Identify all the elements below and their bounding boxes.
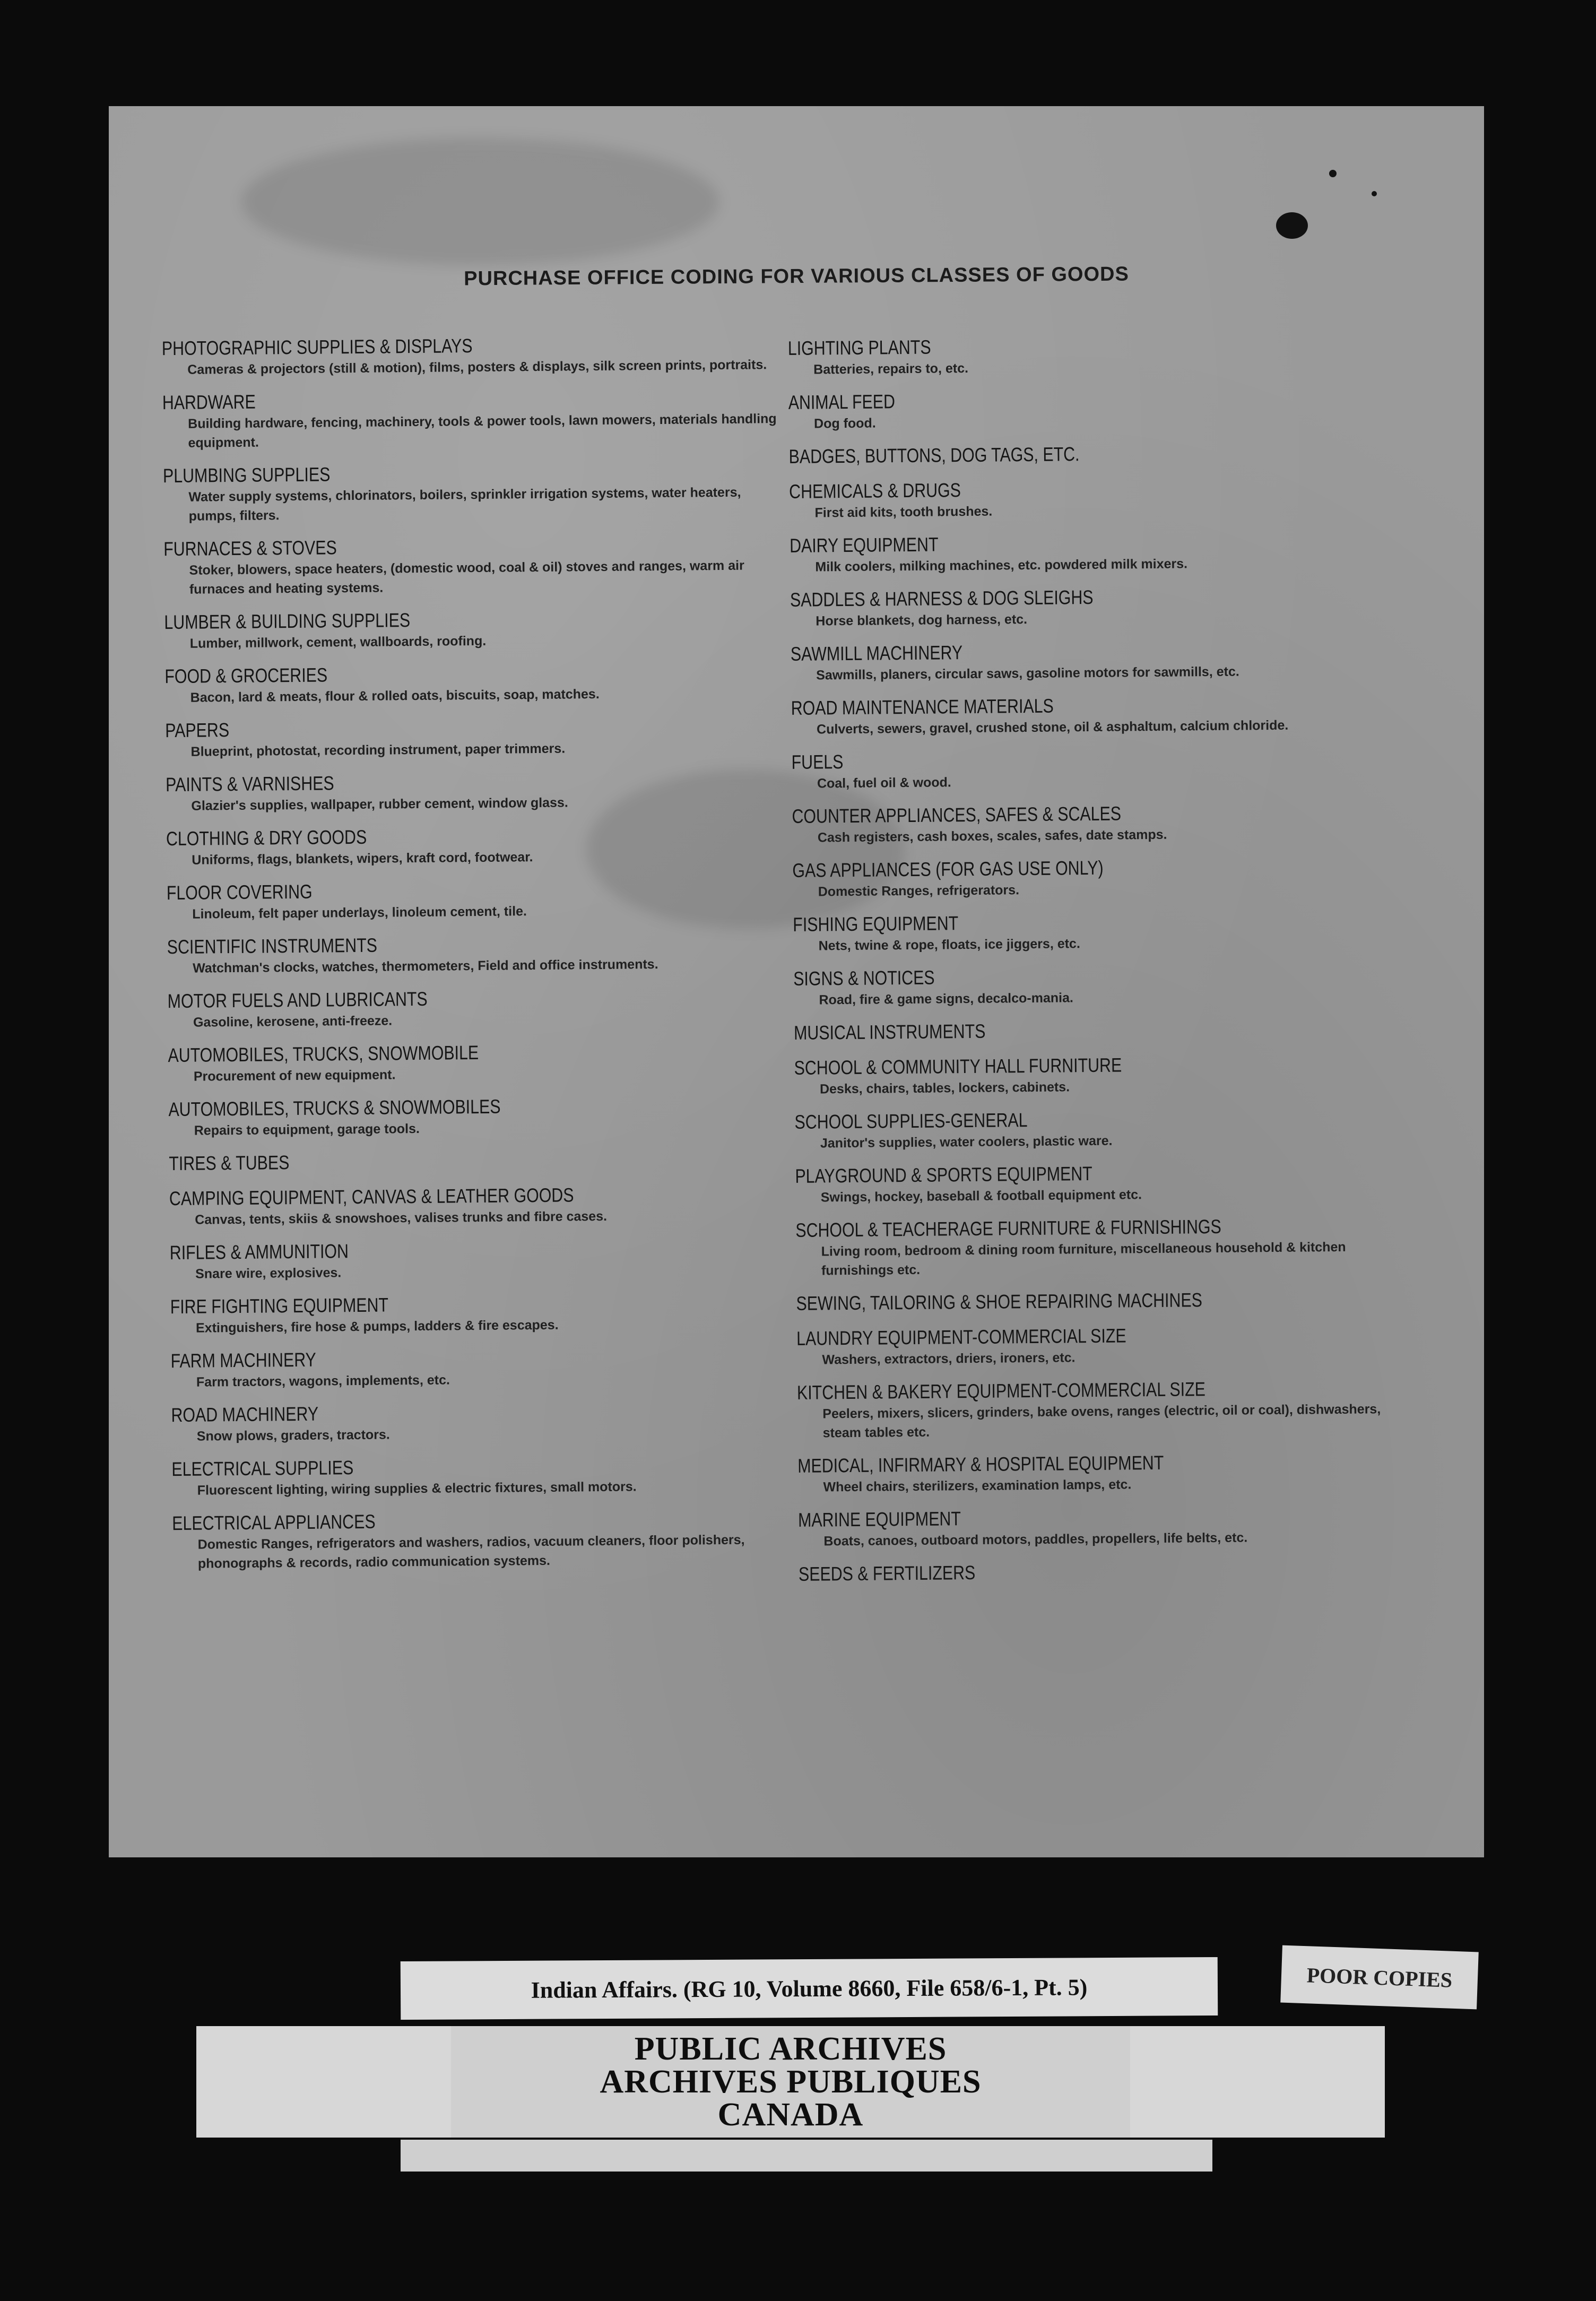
goods-class-heading: ROAD MACHINERY xyxy=(171,1403,319,1426)
goods-class-description: Domestic Ranges, refrigerators and washers, radios, vacuum cleaners, floor polishers, phonographs & records, radio communication systems. xyxy=(197,1532,745,1571)
goods-class-heading: DAIRY EQUIPMENT xyxy=(789,533,939,557)
goods-class-entry xyxy=(168,1039,789,1086)
goods-class-description: Milk coolers, milking machines, etc. powdered milk mixers. xyxy=(815,556,1188,575)
goods-class-entry xyxy=(797,1376,1392,1443)
goods-class-entry xyxy=(167,984,788,1032)
goods-class-heading: ROAD MAINTENANCE MATERIALS xyxy=(791,695,1054,719)
goods-class-heading: FIRE FIGHTING EQUIPMENT xyxy=(170,1294,389,1318)
goods-class-entry xyxy=(166,822,787,870)
goods-class-entry xyxy=(796,1322,1391,1370)
goods-class-description: Repairs to equipment, garage tools. xyxy=(194,1121,420,1138)
goods-class-description: Dog food. xyxy=(813,416,876,431)
goods-class-entry xyxy=(791,637,1385,685)
goods-class-heading: SADDLES & HARNESS & DOG SLEIGHS xyxy=(790,586,1094,611)
goods-class-description: Fluorescent lighting, wiring supplies & electric fixtures, small motors. xyxy=(197,1479,637,1498)
goods-class-description: Stoker, blowers, space heaters, (domestic wood, coal & oil) stoves and ranges, warm air furnaces and heating systems. xyxy=(189,558,744,597)
goods-class-heading: SEEDS & FERTILIZERS xyxy=(798,1561,976,1585)
goods-class-heading: CHEMICALS & DRUGS xyxy=(789,479,961,503)
speck xyxy=(1372,191,1377,196)
goods-class-description: Linoleum, felt paper underlays, linoleum cement, tile. xyxy=(192,904,527,922)
goods-class-entry xyxy=(162,386,784,453)
goods-class-entry xyxy=(168,1093,790,1140)
label-strip xyxy=(401,2140,1212,2172)
goods-class-heading: FISHING EQUIPMENT xyxy=(793,912,959,936)
goods-class-heading: AUTOMOBILES, TRUCKS & SNOWMOBILES xyxy=(168,1095,501,1121)
goods-class-entry xyxy=(792,800,1386,847)
goods-class-entry xyxy=(169,1182,791,1230)
goods-class-heading: FUELS xyxy=(791,751,844,773)
goods-class-description: Blueprint, photostat, recording instrument, paper trimmers. xyxy=(190,741,566,759)
goods-class-description: Culverts, sewers, gravel, crushed stone, oil & asphaltum, calcium chloride. xyxy=(816,717,1289,737)
goods-class-heading: MOTOR FUELS AND LUBRICANTS xyxy=(167,988,428,1013)
goods-class-entry xyxy=(171,1452,793,1500)
goods-class-heading: PLAYGROUND & SPORTS EQUIPMENT xyxy=(795,1162,1092,1187)
goods-class-description: Watchman's clocks, watches, thermometers, Field and office instruments. xyxy=(193,957,658,976)
goods-class-description: Nets, twine & rope, floats, ice jiggers, etc. xyxy=(818,936,1080,954)
speck xyxy=(1276,212,1308,239)
goods-class-heading: LUMBER & BUILDING SUPPLIES xyxy=(164,609,411,634)
goods-class-description: Extinguishers, fire hose & pumps, ladders & fire escapes. xyxy=(195,1317,559,1336)
poor-copies-stamp: POOR COPIES xyxy=(1280,1945,1479,2010)
goods-class-heading: FARM MACHINERY xyxy=(170,1348,316,1372)
goods-class-description: Washers, extractors, driers, ironers, etc. xyxy=(822,1350,1075,1368)
goods-class-description: Uniforms, flags, blankets, wipers, kraft cord, footwear. xyxy=(192,850,533,868)
goods-class-description: Horse blankets, dog harness, etc. xyxy=(816,612,1028,629)
goods-class-heading: PAINTS & VARNISHES xyxy=(165,772,334,796)
goods-class-entry xyxy=(165,714,786,762)
goods-class-entry xyxy=(164,660,786,707)
goods-class-entry xyxy=(798,1503,1393,1551)
institution-line: CANADA xyxy=(717,2097,864,2133)
goods-class-description: Cash registers, cash boxes, scales, safes, date stamps. xyxy=(817,827,1167,845)
goods-class-heading: ELECTRICAL APPLIANCES xyxy=(172,1510,376,1535)
institution-line: PUBLIC ARCHIVES xyxy=(634,2031,947,2067)
goods-class-entry xyxy=(166,768,787,816)
goods-class-entry xyxy=(170,1290,792,1338)
goods-class-description: Sawmills, planers, circular saws, gasoline motors for sawmills, etc. xyxy=(816,664,1239,683)
goods-class-heading: FLOOR COVERING xyxy=(166,880,313,904)
goods-class-entry xyxy=(794,1016,1388,1045)
goods-class-heading: SCHOOL & COMMUNITY HALL FURNITURE xyxy=(794,1054,1122,1079)
goods-class-heading: SAWMILL MACHINERY xyxy=(790,642,963,665)
goods-class-entry xyxy=(794,1105,1389,1153)
goods-class-entry xyxy=(169,1147,790,1175)
goods-class-entry xyxy=(167,876,788,924)
goods-class-heading: CAMPING EQUIPMENT, CANVAS & LEATHER GOODS xyxy=(169,1184,574,1210)
goods-class-entry xyxy=(799,1558,1393,1586)
left-column xyxy=(162,332,793,1585)
goods-class-description: Domestic Ranges, refrigerators. xyxy=(818,883,1020,899)
goods-class-entry xyxy=(170,1344,792,1392)
goods-class-heading: AUTOMOBILES, TRUCKS, SNOWMOBILE xyxy=(168,1041,479,1067)
archive-institution-banner xyxy=(196,2026,1385,2138)
goods-class-heading: ELECTRICAL SUPPLIES xyxy=(171,1457,354,1481)
goods-class-description: Wheel chairs, sterilizers, examination lamps, etc. xyxy=(823,1477,1132,1495)
goods-class-entry xyxy=(788,386,1383,434)
goods-class-heading: RIFLES & AMMUNITION xyxy=(169,1240,349,1264)
goods-class-description: Coal, fuel oil & wood. xyxy=(817,775,951,791)
goods-class-description: Glazier's supplies, wallpaper, rubber cement, window glass. xyxy=(191,795,568,814)
institution-line: ARCHIVES PUBLIQUES xyxy=(600,2064,982,2100)
goods-class-heading: SCHOOL SUPPLIES-GENERAL xyxy=(794,1109,1028,1133)
goods-class-heading: HARDWARE xyxy=(162,391,256,414)
goods-class-entry xyxy=(791,746,1386,793)
goods-class-heading: GAS APPLIANCES (FOR GAS USE ONLY) xyxy=(792,857,1104,881)
goods-class-heading: BADGES, BUTTONS, DOG TAGS, ETC. xyxy=(788,443,1080,468)
goods-class-description: Procurement of new equipment. xyxy=(193,1067,396,1084)
goods-class-entry xyxy=(171,1398,792,1446)
goods-class-heading: FOOD & GROCERIES xyxy=(164,664,328,688)
goods-class-description: Bacon, lard & meats, flour & rolled oats, biscuits, soap, matches. xyxy=(190,686,600,705)
goods-class-entry xyxy=(164,605,785,653)
goods-class-description: First aid kits, tooth brushes. xyxy=(814,504,993,521)
goods-class-description: Desks, chairs, tables, lockers, cabinets. xyxy=(819,1079,1070,1097)
goods-class-heading: SEWING, TAILORING & SHOE REPAIRING MACHINES xyxy=(796,1289,1203,1314)
goods-class-description: Living room, bedroom & dining room furniture, miscellaneous household & kitchen furnishings etc. xyxy=(821,1239,1346,1278)
goods-class-heading: CLOTHING & DRY GOODS xyxy=(166,826,367,850)
goods-class-description: Farm tractors, wagons, implements, etc. xyxy=(196,1372,450,1390)
goods-class-description: Gasoline, kerosene, anti-freeze. xyxy=(193,1013,393,1030)
goods-class-heading: PLUMBING SUPPLIES xyxy=(162,463,331,487)
goods-class-entry xyxy=(790,529,1384,577)
goods-class-heading: PAPERS xyxy=(165,719,230,742)
document-sheet xyxy=(109,106,1484,1857)
goods-class-heading: MUSICAL INSTRUMENTS xyxy=(793,1020,986,1044)
goods-class-entry xyxy=(172,1507,793,1573)
goods-class-description: Canvas, tents, skiis & snowshoes, valises trunks and fibre cases. xyxy=(195,1208,608,1227)
goods-class-description: Janitor's supplies, water coolers, plastic ware. xyxy=(820,1133,1113,1151)
goods-class-heading: COUNTER APPLIANCES, SAFES & SCALES xyxy=(792,802,1122,827)
goods-class-entry xyxy=(794,1051,1389,1099)
goods-class-heading: FURNACES & STOVES xyxy=(163,537,337,560)
goods-class-entry xyxy=(788,440,1383,469)
goods-class-description: Swings, hockey, baseball & football equipment etc. xyxy=(820,1187,1142,1205)
goods-class-entry xyxy=(791,691,1386,739)
goods-class-description: Cameras & projectors (still & motion), films, posters & displays, silk screen prints, portraits. xyxy=(187,357,767,377)
goods-class-entry xyxy=(788,332,1383,379)
goods-class-heading: TIRES & TUBES xyxy=(169,1152,290,1175)
goods-class-entry xyxy=(795,1214,1390,1281)
goods-class-heading: LIGHTING PLANTS xyxy=(787,336,931,359)
goods-class-description: Road, fire & game signs, decalco-mania. xyxy=(819,990,1073,1008)
goods-class-entry xyxy=(163,459,784,526)
goods-class-heading: SIGNS & NOTICES xyxy=(793,966,935,990)
goods-class-description: Snare wire, explosives. xyxy=(195,1265,342,1282)
goods-class-entry xyxy=(162,332,783,379)
goods-class-entry xyxy=(789,475,1384,523)
goods-class-entry xyxy=(793,908,1387,956)
goods-class-heading: ANIMAL FEED xyxy=(788,391,896,413)
goods-class-entry xyxy=(797,1449,1392,1497)
goods-class-description: Snow plows, graders, tractors. xyxy=(196,1427,390,1444)
goods-class-heading: LAUNDRY EQUIPMENT-COMMERCIAL SIZE xyxy=(796,1325,1126,1350)
goods-class-entry xyxy=(790,583,1385,631)
speck xyxy=(1329,170,1337,177)
goods-class-description: Water supply systems, chlorinators, boilers, sprinkler irrigation systems, water heaters, pumps, filters. xyxy=(188,485,741,524)
goods-class-description: Building hardware, fencing, machinery, tools & power tools, lawn mowers, materials handling equipment. xyxy=(188,411,777,451)
goods-class-entry xyxy=(170,1236,791,1284)
goods-class-description: Batteries, repairs to, etc. xyxy=(813,360,969,377)
goods-class-heading: SCIENTIFIC INSTRUMENTS xyxy=(167,934,378,958)
goods-class-heading: MEDICAL, INFIRMARY & HOSPITAL EQUIPMENT xyxy=(797,1451,1164,1477)
goods-class-heading: SCHOOL & TEACHERAGE FURNITURE & FURNISHINGS xyxy=(795,1215,1221,1241)
goods-class-heading: PHOTOGRAPHIC SUPPLIES & DISPLAYS xyxy=(161,335,473,360)
goods-class-entry xyxy=(796,1287,1390,1316)
goods-class-description: Boats, canoes, outboard motors, paddles, propellers, life belts, etc. xyxy=(823,1530,1248,1549)
goods-class-heading: MARINE EQUIPMENT xyxy=(797,1508,961,1531)
goods-class-heading: KITCHEN & BAKERY EQUIPMENT-COMMERCIAL SIZE xyxy=(796,1378,1206,1404)
goods-class-description: Lumber, millwork, cement, wallboards, roofing. xyxy=(189,633,487,651)
smudge xyxy=(241,138,719,265)
goods-class-description: Peelers, mixers, slicers, grinders, bake ovens, ranges (electric, oil or coal), dishwashers, steam tables etc. xyxy=(822,1402,1381,1441)
archive-reference-label: Indian Affairs. (RG 10, Volume 8660, File 658/6-1, Pt. 5) xyxy=(401,1957,1218,2020)
goods-class-entry xyxy=(793,962,1388,1010)
goods-class-entry xyxy=(167,930,788,978)
document-title: PURCHASE OFFICE CODING FOR VARIOUS CLASSES OF GOODS xyxy=(464,263,1129,290)
right-column xyxy=(788,332,1393,1598)
goods-class-entry xyxy=(795,1160,1390,1207)
goods-class-entry xyxy=(792,854,1387,902)
goods-class-entry xyxy=(163,532,785,599)
